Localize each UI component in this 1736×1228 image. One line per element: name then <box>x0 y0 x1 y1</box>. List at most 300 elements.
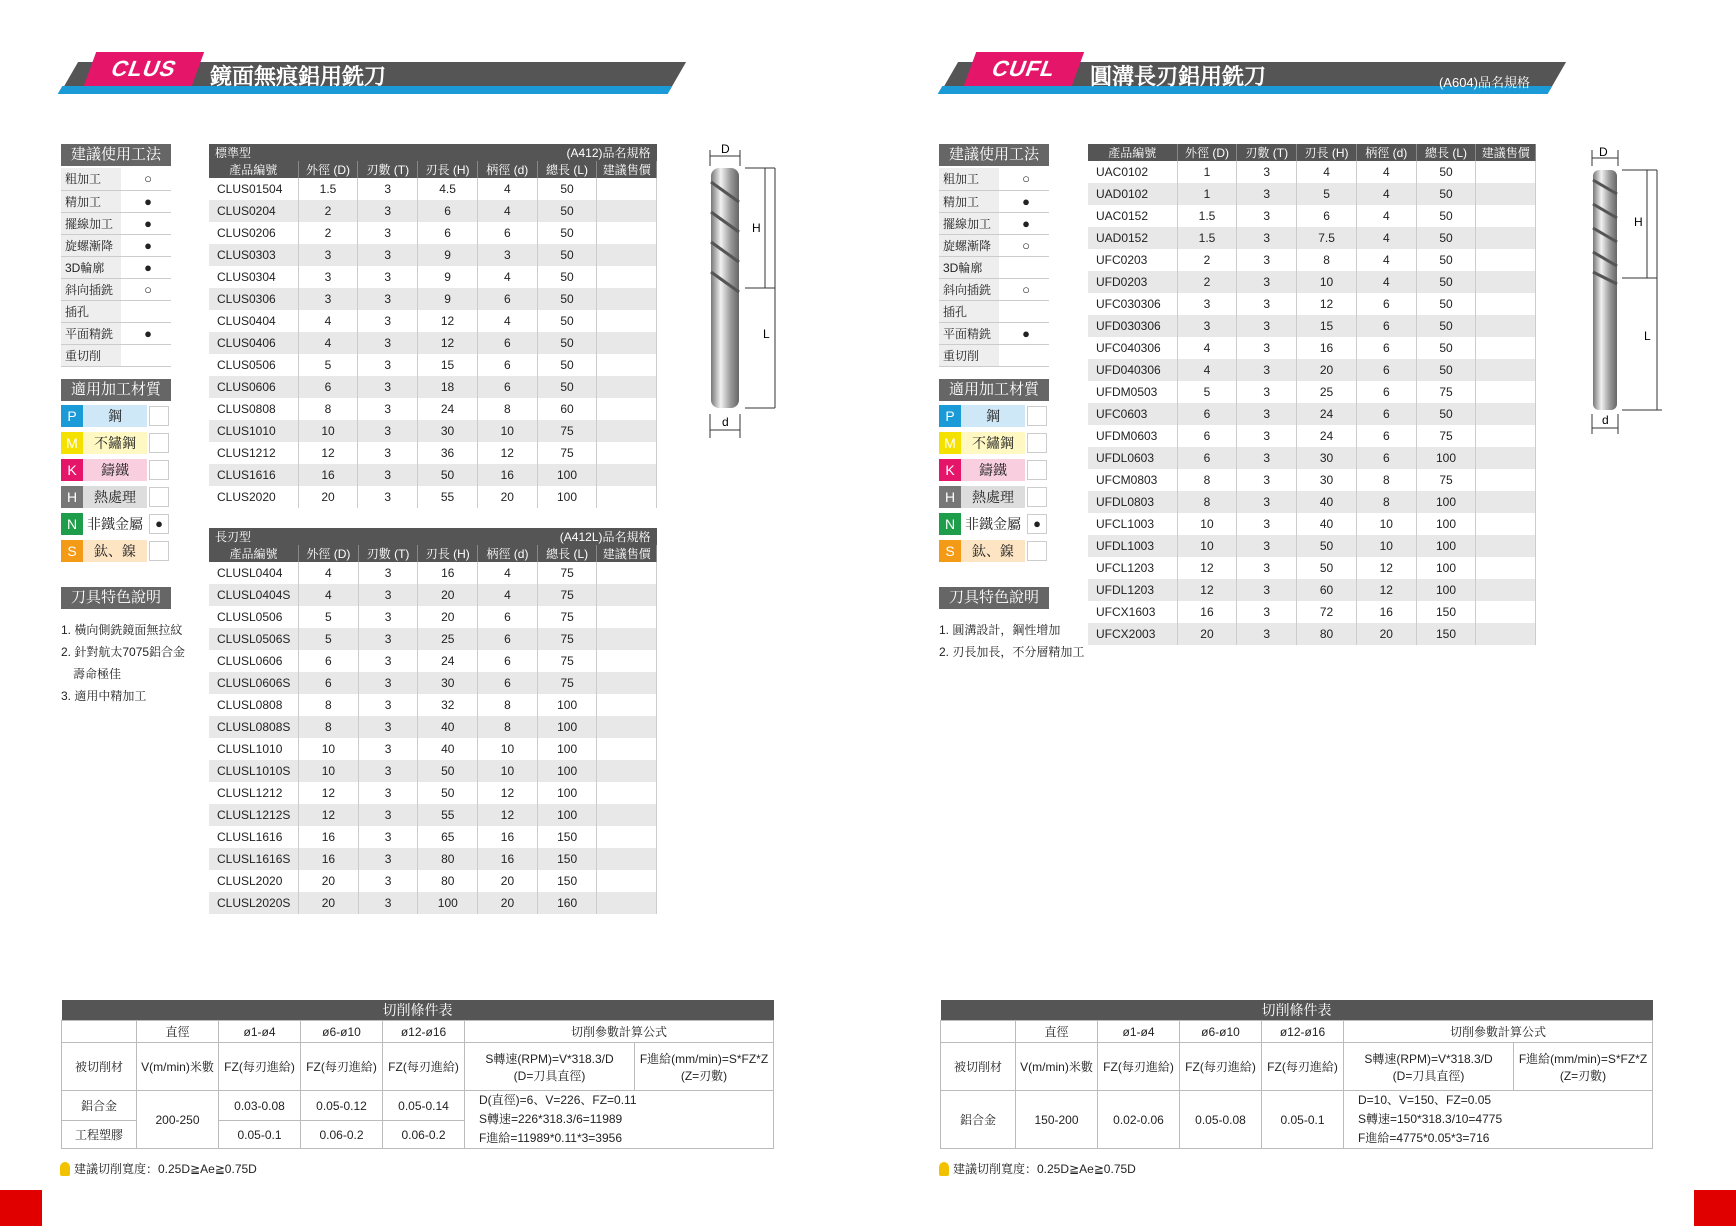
cufl-methods-table <box>939 168 1049 367</box>
table-cell: 6 <box>478 650 538 672</box>
table-cell: 3 <box>358 464 418 486</box>
table-row <box>1088 513 1536 535</box>
material-letter: S <box>939 540 961 562</box>
material-letter: S <box>61 540 83 562</box>
left-page-marker <box>0 1190 42 1226</box>
price-cell <box>1476 271 1536 293</box>
table-cell: 50 <box>1416 315 1476 337</box>
table-cell: 4.5 <box>418 178 478 200</box>
right-page-marker <box>1694 1190 1736 1226</box>
table-cell: 40 <box>418 716 478 738</box>
cufl-dim-d: d <box>1602 413 1609 427</box>
table-row <box>209 892 657 914</box>
material-name: 鑄鐵 <box>961 459 1025 481</box>
table-row <box>209 288 657 310</box>
table-cell: 150 <box>537 826 597 848</box>
price-cell <box>597 178 657 200</box>
table-cell: 3 <box>1237 271 1297 293</box>
table-cell: 4 <box>1177 337 1237 359</box>
table-cell: 4 <box>477 266 537 288</box>
table-cell: 3 <box>358 716 418 738</box>
price-cell <box>1476 205 1536 227</box>
method-row <box>939 300 1049 322</box>
column-header: 外徑 (D) <box>1177 144 1237 161</box>
method-row <box>61 344 171 366</box>
clus-cut-row1-mat: 鋁合金 <box>62 1091 137 1121</box>
table-cell: 75 <box>537 442 597 464</box>
table-cell: 20 <box>418 606 478 628</box>
feature-item: 2. 針對航太7075鋁合金 <box>61 645 186 659</box>
method-mark <box>121 344 171 366</box>
table-cell: CLUS1010 <box>209 420 298 442</box>
material-row <box>61 486 171 508</box>
clus-cut-ex3: F進給=11989*0.11*3=3956 <box>479 1131 622 1145</box>
table-cell: 20 <box>1297 359 1357 381</box>
table-cell: 4 <box>1356 183 1416 205</box>
table-cell: 3 <box>1237 161 1297 183</box>
clus-dim-L: L <box>763 327 770 341</box>
table-cell: 3 <box>358 738 418 760</box>
material-mark <box>149 433 169 453</box>
table-cell: 10 <box>298 420 358 442</box>
material-name: 鋼 <box>83 405 147 427</box>
table-row <box>209 716 657 738</box>
table-cell: 3 <box>358 376 418 398</box>
method-row <box>939 168 1049 190</box>
cufl-cut-ex2: S轉速=150*318.3/10=4775 <box>1358 1112 1503 1126</box>
table-cell: 6 <box>1356 425 1416 447</box>
table-cell: 3 <box>358 782 418 804</box>
table-row <box>1088 227 1536 249</box>
cufl-cut-v: 150-200 <box>1016 1091 1098 1149</box>
column-header: 刃數 (T) <box>358 161 418 178</box>
method-name: 精加工 <box>939 190 999 212</box>
clus-methods-head: 建議使用工法 <box>61 144 171 166</box>
table-row <box>1088 601 1536 623</box>
clus-cut-row1-b: 0.05-0.12 <box>301 1091 383 1121</box>
table-cell: 3 <box>1237 579 1297 601</box>
table-cell: 6 <box>1356 403 1416 425</box>
table-cell: 20 <box>299 870 359 892</box>
table-row <box>1088 293 1536 315</box>
table-cell: 150 <box>1416 601 1476 623</box>
method-row <box>939 344 1049 366</box>
table-cell: 8 <box>1177 491 1237 513</box>
material-mark <box>149 460 169 480</box>
clus-cut-row2-c: 0.06-0.2 <box>383 1121 465 1149</box>
price-cell <box>597 420 657 442</box>
table-cell: 75 <box>537 562 597 584</box>
table-cell: 100 <box>418 892 478 914</box>
table-cell: 7.5 <box>1297 227 1357 249</box>
feature-item: 壽命極佳 <box>61 667 122 681</box>
cufl-cut-s-formula: S轉速(RPM)=V*318.3/D <box>1364 1051 1493 1066</box>
cufl-cut-row1-b: 0.05-0.08 <box>1180 1091 1262 1149</box>
table-row <box>209 650 657 672</box>
table-cell: 3 <box>358 672 418 694</box>
method-row <box>939 322 1049 344</box>
table-row <box>1088 337 1536 359</box>
table-cell: 100 <box>1416 557 1476 579</box>
clus-cut-v-label: V(m/min)米數 <box>137 1043 219 1091</box>
table-header <box>209 161 657 178</box>
table-caption-spec: (A412)品名規格 <box>477 144 656 161</box>
price-cell <box>1476 557 1536 579</box>
table-cell: 6 <box>298 376 358 398</box>
cufl-tool-drawing <box>1582 146 1672 436</box>
table-cell: 12 <box>298 442 358 464</box>
table-cell: CLUSL1616 <box>209 826 299 848</box>
price-cell <box>1476 425 1536 447</box>
table-cell: 3 <box>1237 557 1297 579</box>
cufl-features-list <box>939 619 1089 663</box>
table-cell: 3 <box>1177 293 1237 315</box>
table-row <box>1088 623 1536 645</box>
table-cell: 5 <box>299 606 359 628</box>
table-cell: 10 <box>1297 271 1357 293</box>
table-cell: 10 <box>1177 535 1237 557</box>
table-cell: 15 <box>1297 315 1357 337</box>
material-name: 熱處理 <box>83 486 147 508</box>
price-cell <box>597 606 657 628</box>
table-cell: 150 <box>1416 623 1476 645</box>
table-cell: 40 <box>1297 491 1357 513</box>
table-cell: CLUSL0506 <box>209 606 299 628</box>
method-name: 重切削 <box>61 344 121 366</box>
table-cell: 3 <box>358 826 418 848</box>
price-cell <box>597 354 657 376</box>
table-cell: 80 <box>418 870 478 892</box>
table-cell: 3 <box>358 606 418 628</box>
table-cell: 12 <box>418 332 478 354</box>
cufl-cut-f-formula: F進給(mm/min)=S*FZ*Z <box>1518 1051 1648 1066</box>
price-cell <box>597 782 657 804</box>
table-cell: UFD0203 <box>1088 271 1177 293</box>
table-row <box>209 464 657 486</box>
cufl-cut-s-note: (D=刀具直徑) <box>1392 1068 1465 1083</box>
table-cell: 2 <box>1177 271 1237 293</box>
table-cell: 3 <box>1237 469 1297 491</box>
table-cell: UFCX2003 <box>1088 623 1177 645</box>
material-row <box>939 513 1049 535</box>
material-name: 鋼 <box>961 405 1025 427</box>
table-cell: 12 <box>299 782 359 804</box>
table-cell: 8 <box>298 398 358 420</box>
table-cell: 3 <box>358 486 418 508</box>
table-row <box>209 562 657 584</box>
clus-cut-ex2: S轉速=226*318.3/6=11989 <box>479 1112 623 1126</box>
table-cell: 75 <box>537 584 597 606</box>
price-cell <box>597 310 657 332</box>
method-row <box>939 234 1049 256</box>
table-cell: 50 <box>537 200 597 222</box>
table-cell: 50 <box>537 288 597 310</box>
table-cell: 1.5 <box>1177 205 1237 227</box>
table-cell: 6 <box>418 200 478 222</box>
price-cell <box>597 804 657 826</box>
clus-long-table <box>209 528 657 914</box>
table-cell: CLUS0206 <box>209 222 298 244</box>
table-cell: 20 <box>298 486 358 508</box>
table-cell: 6 <box>1356 359 1416 381</box>
material-mark <box>1027 433 1047 453</box>
table-cell: UFCM0803 <box>1088 469 1177 491</box>
table-cell: 24 <box>1297 403 1357 425</box>
table-cell: 16 <box>299 848 359 870</box>
table-row <box>1088 469 1536 491</box>
table-row <box>209 870 657 892</box>
feature-item: 2. 刃長加長，不分層精加工 <box>939 645 1085 659</box>
table-cell: 4 <box>1356 227 1416 249</box>
table-cell: 3 <box>358 650 418 672</box>
cufl-product-table <box>1088 144 1536 645</box>
table-cell: 3 <box>477 244 537 266</box>
clus-cut-row2-a: 0.05-0.1 <box>219 1121 301 1149</box>
table-caption <box>209 144 657 161</box>
table-cell: 10 <box>477 420 537 442</box>
material-name: 鈦、鎳 <box>83 540 147 562</box>
table-row <box>1088 359 1536 381</box>
table-row <box>1088 403 1536 425</box>
cufl-materials-box <box>939 379 1049 567</box>
clus-code-badge: CLUS <box>84 52 204 86</box>
table-cell: 10 <box>478 760 538 782</box>
table-cell: 8 <box>299 716 359 738</box>
price-cell <box>1476 337 1536 359</box>
table-row <box>1088 425 1536 447</box>
clus-cut-fz3: FZ(每刃進給) <box>383 1043 465 1091</box>
table-cell: CLUS0304 <box>209 266 298 288</box>
material-name: 非鐵金屬 <box>83 513 147 535</box>
table-cell: 10 <box>1356 513 1416 535</box>
column-header: 總長 (L) <box>537 545 597 562</box>
material-row <box>939 540 1049 562</box>
table-cell: 100 <box>537 694 597 716</box>
table-cell: 3 <box>358 760 418 782</box>
cufl-cut-v-label: V(m/min)米數 <box>1016 1043 1098 1091</box>
table-cell: 20 <box>1356 623 1416 645</box>
table-cell: 50 <box>537 222 597 244</box>
table-cell: 100 <box>1416 491 1476 513</box>
price-cell <box>597 200 657 222</box>
table-cell: 50 <box>418 760 478 782</box>
material-mark <box>149 487 169 507</box>
table-cell: UFCX1603 <box>1088 601 1177 623</box>
table-row <box>209 826 657 848</box>
table-cell: 100 <box>537 486 597 508</box>
material-name: 鈦、鎳 <box>961 540 1025 562</box>
clus-materials-list <box>61 405 171 562</box>
method-mark <box>121 300 171 322</box>
price-cell <box>1476 161 1536 183</box>
table-cell: 1.5 <box>298 178 358 200</box>
table-cell: 3 <box>358 870 418 892</box>
material-mark <box>1027 460 1047 480</box>
price-cell <box>1476 249 1536 271</box>
method-mark: ● <box>999 212 1049 234</box>
table-cell: 3 <box>358 628 418 650</box>
table-cell: UFDM0503 <box>1088 381 1177 403</box>
table-row <box>1088 557 1536 579</box>
table-cell: 50 <box>1416 183 1476 205</box>
table-cell: 3 <box>1237 491 1297 513</box>
column-header: 總長 (L) <box>537 161 597 178</box>
cufl-cutting-table <box>940 1000 1653 1149</box>
table-cell: CLUS1616 <box>209 464 298 486</box>
method-name: 旋螺漸降 <box>61 234 121 256</box>
table-cell: 4 <box>477 200 537 222</box>
method-name: 平面精銑 <box>61 322 121 344</box>
price-cell <box>597 760 657 782</box>
table-caption-label: 標準型 <box>209 144 477 161</box>
table-cell: 8 <box>478 694 538 716</box>
table-cell: 3 <box>358 332 418 354</box>
column-header: 外徑 (D) <box>299 545 359 562</box>
table-cell: CLUSL0404 <box>209 562 299 584</box>
column-header: 建議售價 <box>597 161 657 178</box>
table-cell: 40 <box>1297 513 1357 535</box>
material-letter: M <box>939 432 961 454</box>
material-mark: ● <box>149 514 169 534</box>
table-cell: 3 <box>358 200 418 222</box>
table-header <box>1088 144 1536 161</box>
column-header: 建議售價 <box>597 545 657 562</box>
clus-cut-mat-label: 被切削材 <box>62 1043 137 1091</box>
table-cell: 4 <box>1297 161 1357 183</box>
table-cell: UFC030306 <box>1088 293 1177 315</box>
table-cell: 4 <box>299 562 359 584</box>
table-row <box>209 584 657 606</box>
table-cell: 20 <box>477 486 537 508</box>
table-cell: 4 <box>478 562 538 584</box>
table-cell: CLUSL0506S <box>209 628 299 650</box>
method-row <box>939 256 1049 278</box>
cufl-features-box <box>939 587 1089 663</box>
table-cell: 100 <box>1416 447 1476 469</box>
material-letter: N <box>61 513 83 535</box>
table-cell: 100 <box>537 738 597 760</box>
column-header: 產品編號 <box>1088 144 1177 161</box>
table-row <box>209 420 657 442</box>
table-cell: 50 <box>1297 557 1357 579</box>
table-cell: UAD0152 <box>1088 227 1177 249</box>
table-cell: 100 <box>537 716 597 738</box>
table-cell: 3 <box>358 310 418 332</box>
table-cell: 3 <box>1237 381 1297 403</box>
table-cell: 6 <box>477 354 537 376</box>
table-cell: 16 <box>298 464 358 486</box>
table-cell: 160 <box>537 892 597 914</box>
table-cell: UFDL1003 <box>1088 535 1177 557</box>
cufl-methods-head: 建議使用工法 <box>939 144 1049 166</box>
clus-materials-box <box>61 379 171 567</box>
price-cell <box>597 562 657 584</box>
table-cell: UFD030306 <box>1088 315 1177 337</box>
cufl-cut-r3: ø12-ø16 <box>1262 1021 1344 1043</box>
table-caption-label: 長刃型 <box>209 528 478 545</box>
price-cell <box>597 398 657 420</box>
table-cell: UFC0603 <box>1088 403 1177 425</box>
clus-cut-fz1: FZ(每刃進給) <box>219 1043 301 1091</box>
column-header: 總長 (L) <box>1416 144 1476 161</box>
table-cell: 50 <box>537 332 597 354</box>
table-cell: 5 <box>298 354 358 376</box>
column-header: 刃長 (H) <box>418 161 478 178</box>
method-name: 粗加工 <box>61 168 121 190</box>
material-row <box>61 459 171 481</box>
price-cell <box>597 332 657 354</box>
material-row <box>939 459 1049 481</box>
table-cell: 50 <box>537 266 597 288</box>
cufl-dim-H: H <box>1634 215 1643 229</box>
cufl-cut-ex1: D=10、V=150、FZ=0.05 <box>1358 1093 1492 1107</box>
clus-cut-dia: 直徑 <box>137 1021 219 1043</box>
table-cell: 75 <box>537 672 597 694</box>
clus-cut-row1-a: 0.03-0.08 <box>219 1091 301 1121</box>
table-cell: 50 <box>1416 249 1476 271</box>
table-cell: 12 <box>299 804 359 826</box>
material-row <box>939 486 1049 508</box>
material-name: 非鐵金屬 <box>961 513 1025 535</box>
material-row <box>939 432 1049 454</box>
table-cell: 3 <box>1237 337 1297 359</box>
table-cell: 3 <box>358 354 418 376</box>
table-cell: 16 <box>1177 601 1237 623</box>
table-cell: UFC040306 <box>1088 337 1177 359</box>
table-row <box>1088 205 1536 227</box>
table-cell: 24 <box>1297 425 1357 447</box>
material-row <box>61 432 171 454</box>
table-cell: 12 <box>1297 293 1357 315</box>
cufl-dim-D: D <box>1599 146 1608 159</box>
table-cell: CLUSL1212 <box>209 782 299 804</box>
method-row <box>61 322 171 344</box>
table-cell: 3 <box>358 244 418 266</box>
table-cell: 3 <box>1237 447 1297 469</box>
table-cell: 3 <box>1237 513 1297 535</box>
table-cell: CLUS0306 <box>209 288 298 310</box>
column-header: 外徑 (D) <box>298 161 358 178</box>
table-row <box>1088 183 1536 205</box>
lightbulb-icon <box>60 1162 70 1176</box>
column-header: 柄徑 (d) <box>477 161 537 178</box>
method-name: 重切削 <box>939 344 999 366</box>
clus-title: 鏡面無痕鋁用銑刀 <box>210 64 387 89</box>
price-cell <box>597 848 657 870</box>
table-cell: UFDL1203 <box>1088 579 1177 601</box>
table-cell: 3 <box>358 398 418 420</box>
table-cell: 65 <box>418 826 478 848</box>
column-header: 產品編號 <box>209 161 298 178</box>
table-cell: 75 <box>537 606 597 628</box>
lightbulb-icon <box>939 1162 949 1176</box>
table-cell: CLUS0204 <box>209 200 298 222</box>
table-row <box>209 244 657 266</box>
table-cell: 30 <box>418 420 478 442</box>
table-cell: 6 <box>299 672 359 694</box>
table-cell: 16 <box>418 562 478 584</box>
cufl-cut-f-note: (Z=刃數) <box>1559 1068 1607 1083</box>
table-cell: CLUS0808 <box>209 398 298 420</box>
table-cell: 50 <box>418 464 478 486</box>
cufl-cut-dia: 直徑 <box>1016 1021 1098 1043</box>
table-cell: 3 <box>358 562 418 584</box>
table-cell: 55 <box>418 804 478 826</box>
material-letter: K <box>939 459 961 481</box>
table-cell: 16 <box>478 826 538 848</box>
clus-cut-s-note: (D=刀具直徑) <box>513 1068 586 1083</box>
cufl-cut-mat-label: 被切削材 <box>941 1043 1016 1091</box>
